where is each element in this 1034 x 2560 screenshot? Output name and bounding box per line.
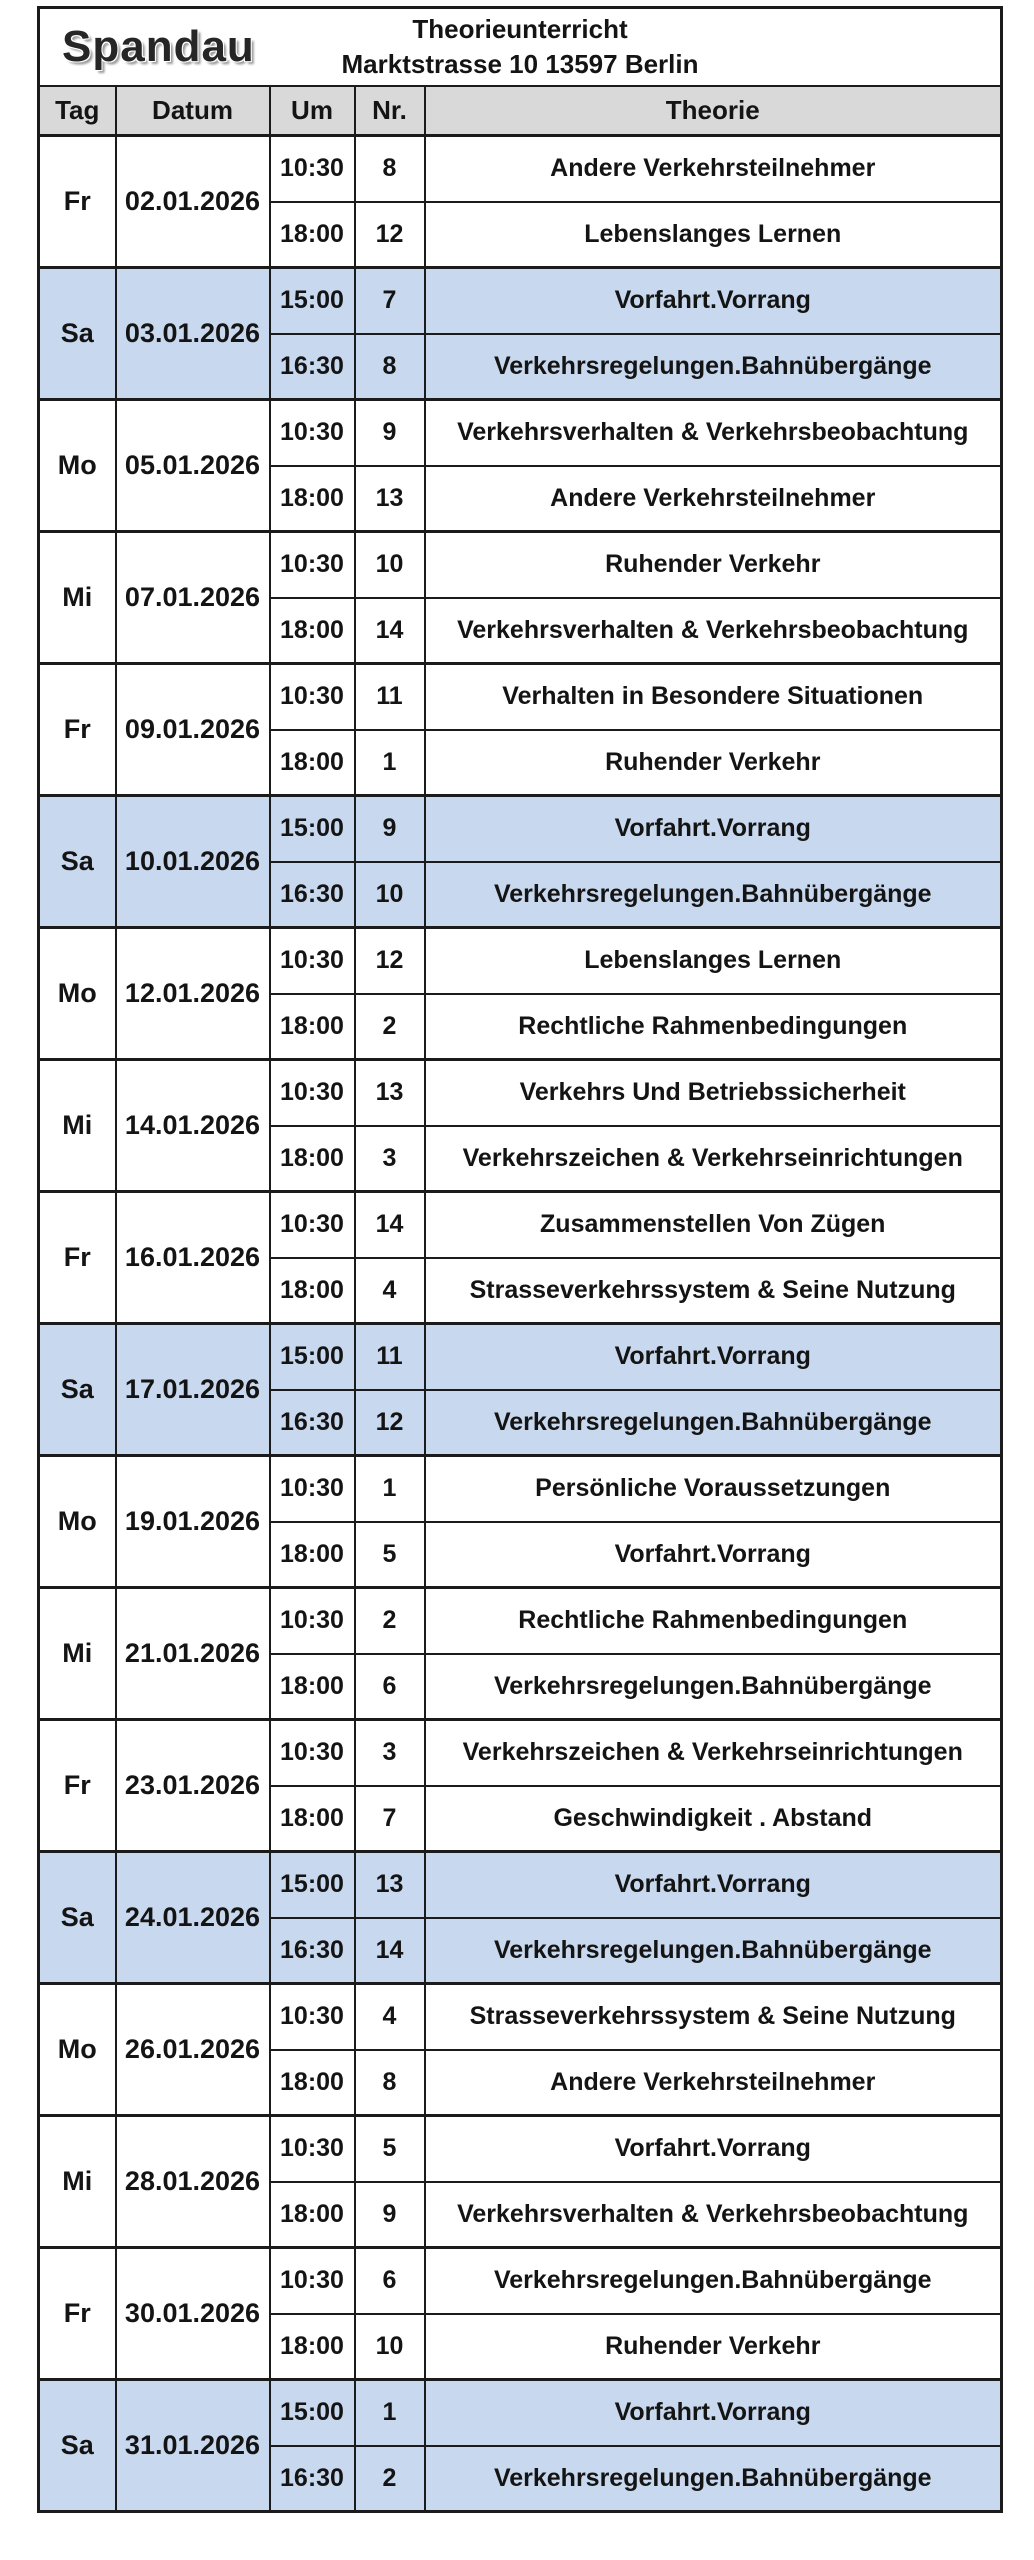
lesson-number-cell: 8 — [355, 334, 425, 400]
lesson-number-cell: 14 — [355, 1192, 425, 1258]
schedule-table — [37, 6, 1003, 2513]
day-cell: Sa — [39, 1324, 116, 1456]
time-cell: 10:30 — [270, 1984, 355, 2050]
lesson-number-cell: 4 — [355, 1984, 425, 2050]
lesson-number-cell: 9 — [355, 796, 425, 862]
day-cell: Sa — [39, 1852, 116, 1984]
date-cell: 07.01.2026 — [116, 532, 270, 664]
lesson-number-cell: 11 — [355, 664, 425, 730]
topic-cell: Vorfahrt.Vorrang — [425, 1324, 1002, 1390]
schedule-group-row-first — [39, 136, 1002, 202]
topic-cell: Persönliche Voraussetzungen — [425, 1456, 1002, 1522]
topic-cell: Verkehrs Und Betriebssicherheit — [425, 1060, 1002, 1126]
time-cell: 18:00 — [270, 2182, 355, 2248]
lesson-number-cell: 13 — [355, 1060, 425, 1126]
time-cell: 15:00 — [270, 1852, 355, 1918]
topic-cell: Ruhender Verkehr — [425, 532, 1002, 598]
time-cell: 10:30 — [270, 2116, 355, 2182]
lesson-number-cell: 2 — [355, 1588, 425, 1654]
time-cell: 18:00 — [270, 730, 355, 796]
topic-cell: Rechtliche Rahmenbedingungen — [425, 1588, 1002, 1654]
time-cell: 10:30 — [270, 928, 355, 994]
time-cell: 16:30 — [270, 862, 355, 928]
time-cell: 18:00 — [270, 1126, 355, 1192]
column-header-nr: Nr. — [355, 86, 425, 136]
date-cell: 02.01.2026 — [116, 136, 270, 268]
lesson-number-cell: 10 — [355, 532, 425, 598]
topic-cell: Verkehrsregelungen.Bahnübergänge — [425, 1654, 1002, 1720]
schedule-group-row-first — [39, 268, 1002, 334]
date-cell: 19.01.2026 — [116, 1456, 270, 1588]
lesson-number-cell: 10 — [355, 2314, 425, 2380]
lesson-number-cell: 1 — [355, 2380, 425, 2446]
topic-cell: Strasseverkehrssystem & Seine Nutzung — [425, 1258, 1002, 1324]
topic-cell: Lebenslanges Lernen — [425, 928, 1002, 994]
day-cell: Sa — [39, 268, 116, 400]
topic-cell: Verkehrsregelungen.Bahnübergänge — [425, 2446, 1002, 2512]
time-cell: 10:30 — [270, 664, 355, 730]
day-cell: Fr — [39, 1720, 116, 1852]
schedule-group-row-first — [39, 1324, 1002, 1390]
lesson-number-cell: 10 — [355, 862, 425, 928]
schedule-group-row-first — [39, 1456, 1002, 1522]
schedule-group-row-first — [39, 796, 1002, 862]
topic-cell: Verkehrsregelungen.Bahnübergänge — [425, 2248, 1002, 2314]
time-cell: 10:30 — [270, 532, 355, 598]
time-cell: 16:30 — [270, 1918, 355, 1984]
schedule-group-row-first — [39, 664, 1002, 730]
column-header-tag: Tag — [39, 86, 116, 136]
date-cell: 30.01.2026 — [116, 2248, 270, 2380]
topic-cell: Verkehrsregelungen.Bahnübergänge — [425, 862, 1002, 928]
lesson-number-cell: 1 — [355, 1456, 425, 1522]
time-cell: 18:00 — [270, 2050, 355, 2116]
lesson-number-cell: 12 — [355, 928, 425, 994]
time-cell: 18:00 — [270, 1786, 355, 1852]
day-cell: Fr — [39, 664, 116, 796]
lesson-number-cell: 3 — [355, 1126, 425, 1192]
lesson-number-cell: 7 — [355, 1786, 425, 1852]
time-cell: 10:30 — [270, 1192, 355, 1258]
topic-cell: Vorfahrt.Vorrang — [425, 796, 1002, 862]
topic-cell: Ruhender Verkehr — [425, 730, 1002, 796]
time-cell: 15:00 — [270, 1324, 355, 1390]
lesson-number-cell: 14 — [355, 1918, 425, 1984]
time-cell: 18:00 — [270, 598, 355, 664]
time-cell: 18:00 — [270, 1654, 355, 1720]
lesson-number-cell: 9 — [355, 2182, 425, 2248]
topic-cell: Verkehrsverhalten & Verkehrsbeobachtung — [425, 2182, 1002, 2248]
banner-row — [39, 8, 1002, 86]
topic-cell: Geschwindigkeit . Abstand — [425, 1786, 1002, 1852]
schedule-group-row-first — [39, 2116, 1002, 2182]
topic-cell: Andere Verkehrsteilnehmer — [425, 136, 1002, 202]
schedule-body — [39, 136, 1002, 2512]
topic-cell: Verkehrszeichen & Verkehrseinrichtungen — [425, 1126, 1002, 1192]
lesson-number-cell: 13 — [355, 466, 425, 532]
time-cell: 10:30 — [270, 1060, 355, 1126]
time-cell: 10:30 — [270, 1720, 355, 1786]
schedule-group-row-first — [39, 1588, 1002, 1654]
lesson-number-cell: 12 — [355, 1390, 425, 1456]
time-cell: 18:00 — [270, 202, 355, 268]
lesson-number-cell: 13 — [355, 1852, 425, 1918]
topic-cell: Verkehrsregelungen.Bahnübergänge — [425, 334, 1002, 400]
column-header-row — [39, 86, 1002, 136]
time-cell: 15:00 — [270, 268, 355, 334]
lesson-number-cell: 6 — [355, 2248, 425, 2314]
date-cell: 16.01.2026 — [116, 1192, 270, 1324]
time-cell: 15:00 — [270, 796, 355, 862]
lesson-number-cell: 3 — [355, 1720, 425, 1786]
lesson-number-cell: 5 — [355, 1522, 425, 1588]
day-cell: Fr — [39, 2248, 116, 2380]
day-cell: Mi — [39, 1588, 116, 1720]
banner-title-line2: Marktstrasse 10 13597 Berlin — [341, 48, 699, 79]
time-cell: 18:00 — [270, 994, 355, 1060]
time-cell: 10:30 — [270, 1588, 355, 1654]
topic-cell: Vorfahrt.Vorrang — [425, 2380, 1002, 2446]
schedule-group-row-first — [39, 1060, 1002, 1126]
topic-cell: Verkehrsregelungen.Bahnübergänge — [425, 1390, 1002, 1456]
date-cell: 14.01.2026 — [116, 1060, 270, 1192]
day-cell: Sa — [39, 796, 116, 928]
time-cell: 18:00 — [270, 1258, 355, 1324]
date-cell: 03.01.2026 — [116, 268, 270, 400]
banner-title-line1: Theorieunterricht — [412, 13, 628, 44]
schedule-group-row-first — [39, 1720, 1002, 1786]
time-cell: 16:30 — [270, 334, 355, 400]
lesson-number-cell: 5 — [355, 2116, 425, 2182]
lesson-number-cell: 7 — [355, 268, 425, 334]
topic-cell: Strasseverkehrssystem & Seine Nutzung — [425, 1984, 1002, 2050]
time-cell: 18:00 — [270, 1522, 355, 1588]
lesson-number-cell: 14 — [355, 598, 425, 664]
date-cell: 09.01.2026 — [116, 664, 270, 796]
date-cell: 31.01.2026 — [116, 2380, 270, 2512]
day-cell: Mi — [39, 1060, 116, 1192]
schedule-group-row-first — [39, 1852, 1002, 1918]
date-cell: 28.01.2026 — [116, 2116, 270, 2248]
day-cell: Mo — [39, 928, 116, 1060]
lesson-number-cell: 9 — [355, 400, 425, 466]
day-cell: Mi — [39, 532, 116, 664]
lesson-number-cell: 1 — [355, 730, 425, 796]
date-cell: 12.01.2026 — [116, 928, 270, 1060]
topic-cell: Vorfahrt.Vorrang — [425, 1852, 1002, 1918]
topic-cell: Verkehrsregelungen.Bahnübergänge — [425, 1918, 1002, 1984]
topic-cell: Verkehrszeichen & Verkehrseinrichtungen — [425, 1720, 1002, 1786]
schedule-group-row-first — [39, 532, 1002, 598]
schedule-group-row-first — [39, 400, 1002, 466]
date-cell: 23.01.2026 — [116, 1720, 270, 1852]
topic-cell: Verkehrsverhalten & Verkehrsbeobachtung — [425, 400, 1002, 466]
time-cell: 10:30 — [270, 136, 355, 202]
day-cell: Mo — [39, 1456, 116, 1588]
schedule-group-row-first — [39, 2380, 1002, 2446]
topic-cell: Vorfahrt.Vorrang — [425, 2116, 1002, 2182]
time-cell: 18:00 — [270, 2314, 355, 2380]
schedule-group-row-first — [39, 1984, 1002, 2050]
time-cell: 10:30 — [270, 1456, 355, 1522]
lesson-number-cell: 12 — [355, 202, 425, 268]
date-cell: 17.01.2026 — [116, 1324, 270, 1456]
topic-cell: Vorfahrt.Vorrang — [425, 268, 1002, 334]
time-cell: 16:30 — [270, 2446, 355, 2512]
schedule-group-row-first — [39, 2248, 1002, 2314]
date-cell: 10.01.2026 — [116, 796, 270, 928]
date-cell: 24.01.2026 — [116, 1852, 270, 1984]
schedule-group-row-first — [39, 928, 1002, 994]
time-cell: 10:30 — [270, 2248, 355, 2314]
day-cell: Fr — [39, 136, 116, 268]
time-cell: 15:00 — [270, 2380, 355, 2446]
day-cell: Sa — [39, 2380, 116, 2512]
logo-text: Spandau — [62, 21, 255, 71]
topic-cell: Andere Verkehrsteilnehmer — [425, 466, 1002, 532]
column-header-theorie: Theorie — [425, 86, 1002, 136]
date-cell: 21.01.2026 — [116, 1588, 270, 1720]
column-header-datum: Datum — [116, 86, 270, 136]
topic-cell: Zusammenstellen Von Zügen — [425, 1192, 1002, 1258]
time-cell: 10:30 — [270, 400, 355, 466]
topic-cell: Lebenslanges Lernen — [425, 202, 1002, 268]
lesson-number-cell: 8 — [355, 136, 425, 202]
lesson-number-cell: 2 — [355, 994, 425, 1060]
topic-cell: Vorfahrt.Vorrang — [425, 1522, 1002, 1588]
date-cell: 26.01.2026 — [116, 1984, 270, 2116]
day-cell: Fr — [39, 1192, 116, 1324]
topic-cell: Rechtliche Rahmenbedingungen — [425, 994, 1002, 1060]
time-cell: 16:30 — [270, 1390, 355, 1456]
topic-cell: Verkehrsverhalten & Verkehrsbeobachtung — [425, 598, 1002, 664]
schedule-group-row-first — [39, 1192, 1002, 1258]
time-cell: 18:00 — [270, 466, 355, 532]
date-cell: 05.01.2026 — [116, 400, 270, 532]
topic-cell: Verhalten in Besondere Situationen — [425, 664, 1002, 730]
column-header-um: Um — [270, 86, 355, 136]
lesson-number-cell: 2 — [355, 2446, 425, 2512]
lesson-number-cell: 8 — [355, 2050, 425, 2116]
day-cell: Mo — [39, 1984, 116, 2116]
topic-cell: Andere Verkehrsteilnehmer — [425, 2050, 1002, 2116]
lesson-number-cell: 11 — [355, 1324, 425, 1390]
banner-cell — [39, 8, 1002, 86]
day-cell: Mi — [39, 2116, 116, 2248]
day-cell: Mo — [39, 400, 116, 532]
lesson-number-cell: 4 — [355, 1258, 425, 1324]
topic-cell: Ruhender Verkehr — [425, 2314, 1002, 2380]
lesson-number-cell: 6 — [355, 1654, 425, 1720]
